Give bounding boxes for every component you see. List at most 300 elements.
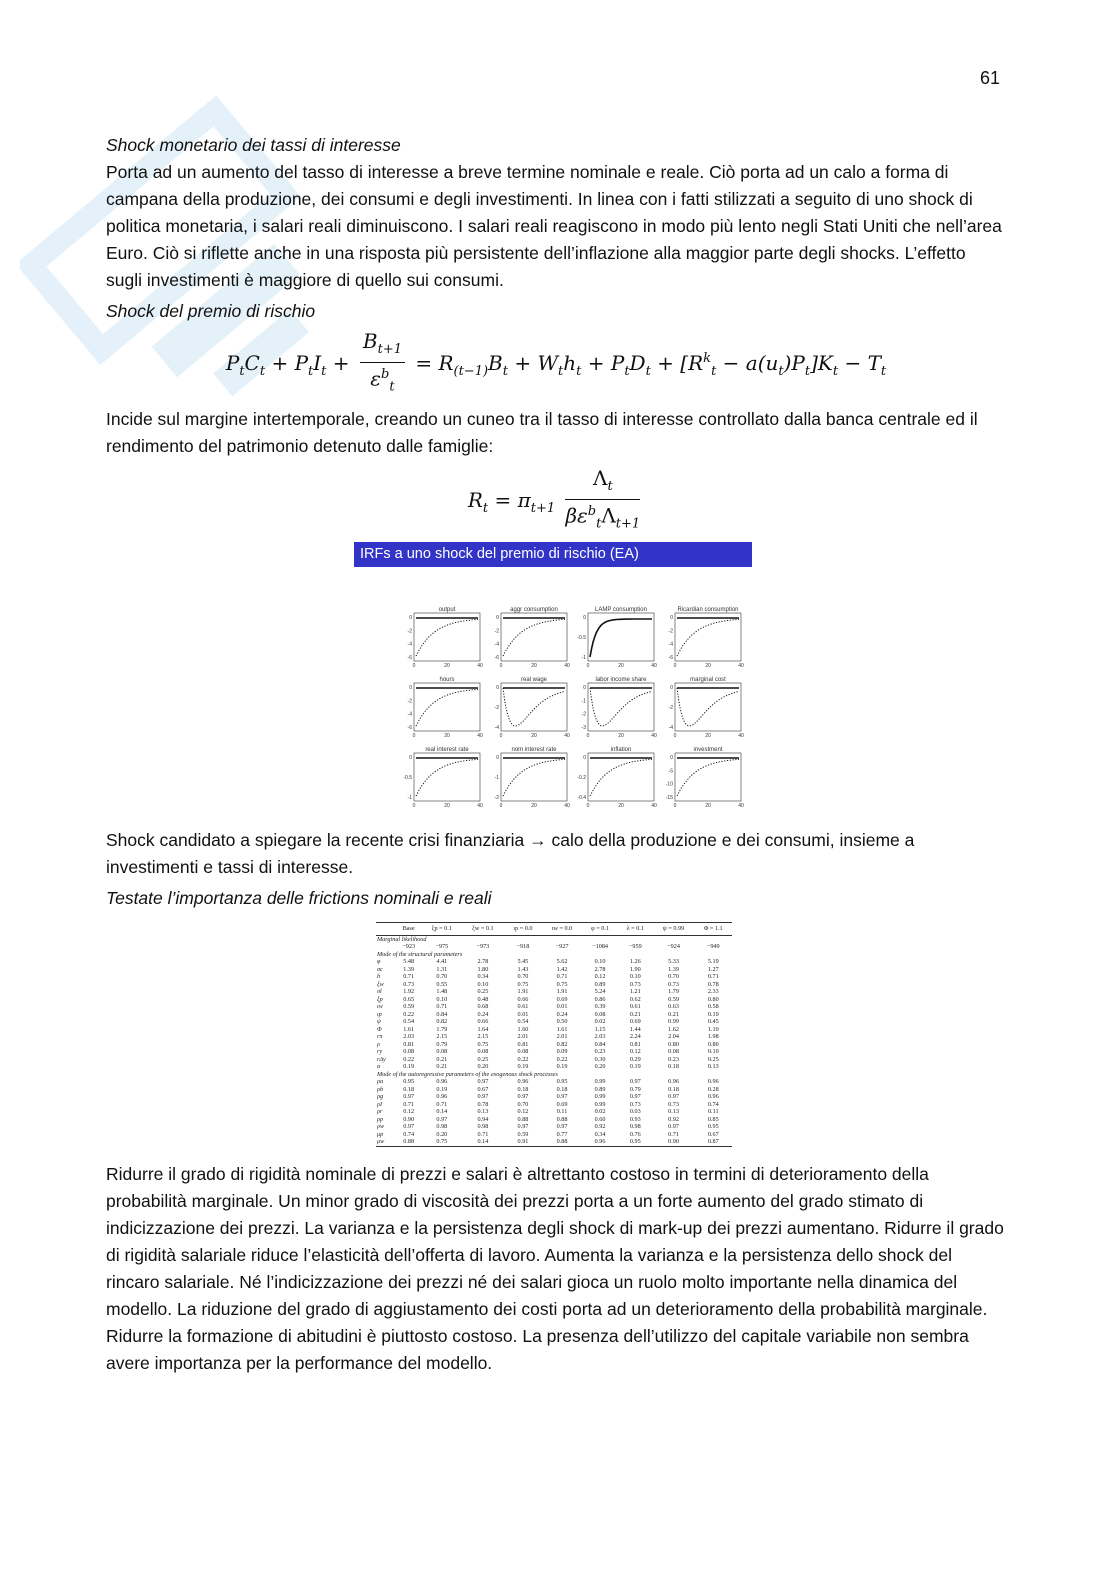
table-cell: 1.92: [403, 988, 415, 996]
table-cell: 0.81: [629, 1040, 641, 1048]
table-param-symbol: ρr: [377, 1108, 383, 1116]
table-cell: 1.39: [403, 965, 415, 973]
table-section-row: [376, 1071, 732, 1079]
table-cell: 1.44: [629, 1025, 641, 1033]
irf-panel-title: labor income share: [595, 677, 647, 684]
table-cell: 0.21: [436, 1055, 448, 1063]
irf-panel-title: Ricardian consumption: [677, 607, 739, 614]
table-cell: 1.15: [594, 1025, 606, 1033]
irf-x-tick-label: 0: [412, 803, 416, 810]
irf-panel-title: inflation: [610, 747, 632, 754]
irf-x-tick-label: 40: [651, 803, 657, 810]
table-cell: 5.62: [556, 958, 568, 966]
table-row: [376, 966, 732, 974]
table-param-symbol: μp: [377, 1130, 384, 1138]
table-cell: 0.50: [556, 1018, 568, 1026]
table-cell: 0.88: [542, 1138, 582, 1146]
table-param-symbol: ρb: [377, 1085, 384, 1093]
irf-dotted-line: [503, 760, 565, 797]
table-cell: 0.55: [436, 980, 448, 988]
table-param-symbol: ry: [377, 1048, 383, 1056]
irf-panel-title: nom interest rate: [511, 747, 557, 754]
table-param-symbol: α: [377, 1063, 381, 1071]
irf-y-tick-label: 0: [583, 755, 586, 762]
irf-y-tick-label: -4: [668, 641, 673, 648]
irf-y-tick-label: -4: [407, 711, 412, 718]
table-row: [376, 943, 732, 951]
irf-y-tick-label: -15: [665, 795, 673, 802]
table-param-symbol: ρ: [377, 1040, 380, 1048]
irf-x-tick-label: 20: [705, 733, 711, 740]
table-cell: 0.79: [629, 1085, 641, 1093]
table-cell: 1.62: [668, 1025, 679, 1033]
irf-y-tick-label: -2: [668, 705, 673, 712]
table-cell: 0.70: [436, 973, 448, 981]
table-section-label: Mode of the autoregressive parameters of the exogenous shock processes: [377, 1070, 558, 1078]
irf-dotted-line: [503, 620, 565, 657]
table-cell: 0.85: [707, 1115, 719, 1123]
irf-y-tick-label: -2: [407, 698, 412, 705]
table-cell: 0.69: [629, 1018, 641, 1026]
table-cell: 0.73: [629, 980, 641, 988]
irf-x-tick-label: 0: [586, 733, 590, 740]
table-cell: 0.62: [629, 995, 641, 1003]
table-row: [376, 1093, 732, 1101]
table-cell: 0.18: [517, 1085, 529, 1093]
irf-panel-frame: [588, 753, 654, 801]
irf-y-tick-label: -0.5: [577, 635, 586, 642]
irf-y-tick-label: -10: [665, 781, 673, 788]
table-cell: 0.23: [668, 1055, 679, 1063]
irf-y-tick-label: 0: [670, 685, 673, 692]
irf-panel-frame: [501, 613, 567, 661]
table-cell: 0.88: [517, 1115, 529, 1123]
table-cell: 0.75: [422, 1138, 462, 1146]
irf-y-tick-label: -2: [668, 628, 673, 635]
table-row: [376, 1123, 732, 1131]
irf-x-tick-label: 20: [705, 803, 711, 810]
table-cell: 0.21: [436, 1063, 448, 1071]
table-cell: 1.60: [517, 1025, 529, 1033]
table-header-cell: φ = 0.1: [582, 923, 618, 936]
irf-y-tick-label: -0.5: [403, 775, 412, 782]
table-cell: 5.19: [707, 958, 719, 966]
irf-dotted-line: [590, 688, 652, 726]
table-header-cell: ιp = 0.0: [504, 923, 542, 936]
table-cell: 0.45: [707, 1018, 719, 1026]
table-cell: 0.19: [707, 1010, 719, 1018]
table-cell: 0.77: [556, 1130, 568, 1138]
irf-dotted-line: [677, 688, 739, 726]
irf-y-tick-label: 0: [496, 685, 499, 692]
irf-y-tick-label: 0: [670, 755, 673, 762]
table-param-symbol: σl: [377, 988, 382, 996]
table-cell: 0.21: [629, 1010, 641, 1018]
table-cell: 2.03: [403, 1033, 415, 1041]
table-cell: 0.96: [668, 1078, 679, 1086]
irf-x-tick-label: 20: [531, 663, 537, 670]
table-cell: 5.45: [517, 958, 529, 966]
table-row: [376, 1131, 732, 1139]
table-cell: 0.24: [556, 1010, 568, 1018]
table-row: [376, 1056, 732, 1064]
table-cell: 1.31: [436, 965, 448, 973]
table-header-cell: ξp = 0.1: [422, 923, 462, 936]
irf-solid-line: [590, 619, 652, 657]
table-cell: 0.12: [629, 1048, 641, 1056]
table-cell: 2.15: [436, 1033, 448, 1041]
irf-y-tick-label: 0: [583, 615, 586, 622]
table-param-symbol: ψ: [377, 1018, 381, 1026]
table-cell: 0.98: [629, 1123, 641, 1131]
irf-panel-frame: [675, 683, 741, 731]
table-cell: 0.99: [594, 1093, 606, 1101]
table-param-symbol: μw: [376, 1138, 395, 1146]
table-cell: 1.26: [629, 958, 641, 966]
table-row: [376, 1041, 732, 1049]
irf-x-tick-label: 40: [651, 733, 657, 740]
table-cell: 0.34: [594, 1130, 606, 1138]
table-cell: −949: [706, 943, 720, 951]
irf-panel-title: real interest rate: [425, 747, 469, 754]
irf-y-tick-label: -4: [407, 641, 412, 648]
irf-y-tick-label: -6: [407, 725, 412, 732]
table-param-symbol: ξp: [377, 995, 383, 1003]
irf-x-tick-label: 0: [586, 803, 590, 810]
irf-y-tick-label: -1: [581, 655, 586, 662]
table-cell: 0.97: [629, 1093, 641, 1101]
irf-x-tick-label: 20: [618, 663, 624, 670]
irf-x-tick-label: 0: [673, 803, 677, 810]
table-cell: 0.10: [594, 958, 606, 966]
table-cell: 0.34: [477, 973, 489, 981]
irf-x-tick-label: 40: [651, 663, 657, 670]
table-cell: 0.97: [668, 1093, 679, 1101]
table-cell: 0.20: [594, 1063, 606, 1071]
table-row: [376, 1116, 732, 1124]
table-header-cell: ψ = 0.99: [653, 923, 695, 936]
table-cell: 0.96: [436, 1093, 448, 1101]
table-cell: 0.96: [707, 1093, 719, 1101]
irf-dotted-line: [416, 620, 478, 657]
table-cell: −923: [402, 943, 416, 951]
table-cell: 0.75: [477, 1040, 489, 1048]
table-cell: 1.27: [707, 965, 719, 973]
table-cell: 0.70: [668, 973, 679, 981]
irf-y-tick-label: -2: [494, 705, 499, 712]
irf-panel-grid: [396, 603, 746, 815]
table-cell: 4.41: [436, 958, 448, 966]
table-cell: 0.97: [403, 1123, 415, 1131]
irf-x-tick-label: 20: [444, 803, 450, 810]
irf-x-tick-label: 20: [618, 803, 624, 810]
table-cell: 2.01: [556, 1033, 568, 1041]
table-cell: 0.13: [477, 1108, 489, 1116]
irf-panel-title: marginal cost: [690, 677, 726, 684]
table-cell: 0.97: [668, 1123, 679, 1131]
table-cell: 0.25: [477, 1055, 489, 1063]
table-row: [376, 958, 732, 966]
irf-x-tick-label: 40: [477, 733, 483, 740]
irf-dotted-line: [677, 760, 739, 797]
table-cell: 0.75: [517, 980, 529, 988]
table-cell: 0.03: [629, 1108, 641, 1116]
irf-y-tick-label: 0: [409, 685, 412, 692]
table-cell: 0.71: [436, 1100, 448, 1108]
irf-figure-banner: IRFs a uno shock del premio di rischio (EA): [354, 542, 752, 567]
table-cell: 0.97: [436, 1115, 448, 1123]
table-cell: 0.12: [594, 973, 606, 981]
table-cell: 0.08: [594, 1010, 606, 1018]
page-content: [106, 132, 1006, 1377]
table-cell: 0.14: [436, 1108, 448, 1116]
table-param-symbol: σc: [377, 965, 383, 973]
table-cell: −1084: [592, 943, 609, 951]
table-section-row: [376, 951, 732, 959]
irf-x-tick-label: 0: [499, 663, 503, 670]
table-param-symbol: ρg: [377, 1093, 384, 1101]
table-cell: 0.02: [594, 1108, 606, 1116]
table-cell: 2.33: [707, 988, 719, 996]
irf-x-tick-label: 40: [564, 733, 570, 740]
table-cell: 1.79: [668, 988, 679, 996]
irf-x-tick-label: 40: [477, 663, 483, 670]
table-cell: 0.61: [629, 1003, 641, 1011]
table-cell: 0.28: [707, 1085, 719, 1093]
table-cell: 0.58: [707, 1003, 719, 1011]
irf-dotted-line: [503, 688, 565, 726]
irf-x-tick-label: 0: [412, 733, 416, 740]
irf-figure: [396, 603, 1006, 815]
table-cell: −924: [667, 943, 680, 951]
table-cell: 0.97: [556, 1093, 568, 1101]
table-cell: 0.63: [668, 1003, 679, 1011]
table-cell: 0.73: [668, 1100, 679, 1108]
table-cell: 0.02: [594, 1018, 606, 1026]
table-cell: 0.13: [668, 1108, 679, 1116]
table-cell: 0.23: [594, 1048, 606, 1056]
table-cell: 0.19: [403, 1063, 415, 1071]
table-cell: 0.68: [477, 1003, 489, 1011]
table-cell: 0.25: [707, 1055, 719, 1063]
table-cell: 0.80: [707, 995, 719, 1003]
table-cell: 0.10: [436, 995, 448, 1003]
irf-y-tick-label: -2: [494, 628, 499, 635]
table-param-symbol: ξw: [377, 980, 384, 988]
table-cell: 0.78: [477, 1100, 489, 1108]
table-section-label: Marginal likelihood: [377, 935, 427, 943]
table-cell: 0.71: [436, 1003, 448, 1011]
irf-panel-title: LAMP consumption: [595, 607, 647, 614]
table-cell: 2.03: [594, 1033, 606, 1041]
table-cell: 1.10: [707, 1025, 719, 1033]
irf-x-tick-label: 0: [586, 663, 590, 670]
table-cell: 0.71: [477, 1130, 489, 1138]
table-cell: 0.59: [517, 1130, 529, 1138]
table-cell: 0.59: [403, 1003, 415, 1011]
table-param-symbol: ιp: [377, 1010, 382, 1018]
table-cell: 0.54: [517, 1018, 529, 1026]
table-cell: 0.18: [403, 1085, 415, 1093]
irf-x-tick-label: 40: [477, 803, 483, 810]
table-cell: 0.19: [517, 1063, 529, 1071]
table-header-cell: Φ = 1.1: [694, 923, 732, 936]
irf-y-tick-label: 0: [409, 755, 412, 762]
irf-x-tick-label: 0: [673, 733, 677, 740]
risk-premium-paragraph: Incide sul margine intertemporale, creando un cuneo tra il tasso di interesse controllato dalla banca centrale ed il rendimento del patrimonio detenuto dalle famiglie:: [106, 408, 978, 456]
table-param-symbol: h: [377, 973, 381, 981]
table-cell: 0.18: [668, 1063, 679, 1071]
irf-y-tick-label: -3: [581, 725, 586, 732]
table-cell: 0.70: [517, 973, 529, 981]
table-cell: 0.90: [653, 1138, 695, 1146]
table-row: [376, 1108, 732, 1116]
table-cell: 0.21: [668, 1010, 679, 1018]
table-cell: 0.93: [629, 1115, 641, 1123]
irf-y-tick-label: -2: [407, 628, 412, 635]
irf-y-tick-label: 0: [409, 615, 412, 622]
table-cell: 0.71: [668, 1130, 679, 1138]
table-cell: 1.90: [629, 965, 641, 973]
table-cell: 0.19: [629, 1063, 641, 1071]
table-param-symbol: ρw: [377, 1123, 385, 1131]
irf-panel-title: output: [438, 607, 456, 614]
irf-x-tick-label: 20: [618, 733, 624, 740]
table-cell: 0.10: [477, 980, 489, 988]
risk-premium-heading: Shock del premio di rischio: [106, 301, 316, 321]
table-cell: 0.11: [707, 1108, 719, 1116]
irf-y-tick-label: 0: [496, 615, 499, 622]
table-cell: 0.19: [556, 1063, 568, 1071]
risk-premium-conclusion: Shock candidato a spiegare la recente crisi finanziaria → calo della produzione e dei consumi, insieme a investimenti e tassi di interesse.: [106, 830, 915, 878]
table-section-row: [376, 935, 732, 943]
table-cell: 2.01: [517, 1033, 529, 1041]
table-cell: 0.98: [477, 1123, 489, 1131]
irf-y-tick-label: -4: [494, 725, 499, 732]
irf-dotted-line: [590, 760, 652, 797]
table-cell: 0.97: [477, 1078, 489, 1086]
table-row: [376, 1101, 732, 1109]
table-cell: 0.81: [517, 1040, 529, 1048]
table-cell: 0.96: [517, 1078, 529, 1086]
table-cell: 0.12: [517, 1108, 529, 1116]
irf-x-tick-label: 20: [444, 663, 450, 670]
table-cell: 0.61: [517, 1003, 529, 1011]
table-cell: 0.82: [556, 1040, 568, 1048]
table-cell: 0.71: [403, 1100, 415, 1108]
table-cell: 0.09: [556, 1048, 568, 1056]
table-cell: 1.98: [707, 1033, 719, 1041]
table-cell: 0.97: [517, 1123, 529, 1131]
table-cell: 0.54: [403, 1018, 415, 1026]
table-cell: 0.99: [594, 1078, 606, 1086]
table-header-cell: λ = 0.1: [618, 923, 653, 936]
euler-equation: $R_t = \pi_{t+1}$ $\frac{\Lambda_t}{\beta\varepsilon^b_t\Lambda_{t+1}}$: [467, 465, 641, 532]
table-cell: 0.81: [403, 1040, 415, 1048]
irf-panel-title: hours: [439, 677, 455, 684]
table-cell: 0.22: [556, 1055, 568, 1063]
table-cell: 0.74: [403, 1130, 415, 1138]
table-param-symbol: Φ: [377, 1025, 382, 1033]
monetary-shock-heading: Shock monetario dei tassi di interesse: [106, 135, 401, 155]
irf-y-tick-label: -2: [494, 795, 499, 802]
table-cell: 0.39: [594, 1003, 606, 1011]
table-header-row: [376, 923, 732, 936]
table-cell: 0.20: [436, 1130, 448, 1138]
table-cell: 0.79: [436, 1040, 448, 1048]
table-cell: 0.95: [556, 1078, 568, 1086]
table-param-symbol: rΔy: [377, 1055, 386, 1063]
table-cell: 0.95: [618, 1138, 653, 1146]
irf-panel-frame: [501, 753, 567, 801]
table-cell: 0.89: [594, 1085, 606, 1093]
table-cell: 0.60: [594, 1115, 606, 1123]
irf-x-tick-label: 40: [564, 803, 570, 810]
table-cell: 0.99: [668, 1018, 679, 1026]
table-cell: 0.97: [629, 1078, 641, 1086]
frictions-paragraph: Ridurre il grado di rigidità nominale di prezzi e salari è altrettanto costoso in termini di deterioramento della probabilità marginale. Un minor grado di viscosità dei prezzi porta a un forte aumento del grado stimato di indicizzazione dei prezzi. La varianza e la persistenza degli shock di mark-up dei prezzi aumentano. Ridurre il grado di rigidità salariale riduce l’elasticità dell’offerta di lavoro. Aumenta la varianza e la persistenza dello shock del rincaro salariale. Né l’indicizzazione dei prezzi né dei salari gioca un ruolo molto importante nella dinamica del modello. La riduzione del grado di aggiustamento dei costi porta ad un deterioramento della probabilità marginale. Ridurre la formazione di abitudini è piuttosto costoso. La presenza dell’utilizzo del capitale variabile non sembra avere importanza per la performance del modello.: [106, 1163, 1004, 1373]
table-cell: 0.12: [403, 1108, 415, 1116]
table-cell: 0.98: [436, 1123, 448, 1131]
table-cell: 0.94: [477, 1115, 489, 1123]
table-cell: 0.08: [403, 1048, 415, 1056]
table-cell: 0.70: [517, 1100, 529, 1108]
table-cell: 0.67: [477, 1085, 489, 1093]
table-cell: 0.86: [594, 995, 606, 1003]
irf-panel-frame: [414, 613, 480, 661]
table-row: [376, 1086, 732, 1094]
frictions-heading: Testate l’importanza delle frictions nominali e reali: [106, 888, 492, 909]
table-cell: 0.48: [477, 995, 489, 1003]
table-cell: 0.65: [403, 995, 415, 1003]
budget-constraint-equation: $P_tC_t + P_tI_t$ + $\frac{B_{t+1}}{\varepsilon^b_t}$ = $R_{(t-1)}B_t + W_th_t + P_tD_t + [R^k_t - a(u_t)P_t]K_t - T_t$: [225, 329, 887, 395]
irf-x-tick-label: 0: [499, 733, 503, 740]
table-cell: 0.73: [668, 980, 679, 988]
table-cell: −959: [628, 943, 642, 951]
irf-x-tick-label: 40: [564, 663, 570, 670]
table-cell: 0.13: [707, 1063, 719, 1071]
parameters-table: [376, 922, 732, 1147]
table-param-symbol: ρI: [377, 1100, 383, 1108]
irf-x-tick-label: 20: [444, 733, 450, 740]
irf-x-tick-label: 40: [738, 803, 744, 810]
table-header-cell: ξw = 0.1: [462, 923, 504, 936]
irf-panel-frame: [414, 753, 480, 801]
table-cell: 0.82: [436, 1018, 448, 1026]
table-cell: 0.08: [517, 1048, 529, 1056]
table-cell: 0.91: [504, 1138, 542, 1146]
table-param-symbol: ρp: [377, 1115, 384, 1123]
table-header-cell: ιw = 0.0: [542, 923, 582, 936]
table-header-cell: [376, 923, 395, 936]
table-row: [376, 988, 732, 996]
irf-y-tick-label: -0.4: [577, 795, 586, 802]
table-cell: 0.71: [403, 973, 415, 981]
table-cell: 0.88: [395, 1138, 422, 1146]
table-param-symbol: ιw: [377, 1003, 383, 1011]
irf-x-tick-label: 0: [412, 663, 416, 670]
irf-x-tick-label: 40: [738, 733, 744, 740]
table-cell: 0.71: [556, 973, 568, 981]
table-cell: 0.71: [707, 973, 719, 981]
table-row: [376, 1003, 732, 1011]
irf-y-tick-label: -1: [494, 775, 499, 782]
table-cell: 0.73: [403, 980, 415, 988]
page-number: 61: [980, 68, 1001, 88]
table-cell: 0.76: [629, 1130, 641, 1138]
irf-panel-frame: [501, 683, 567, 731]
table-cell: 0.92: [594, 1123, 606, 1131]
